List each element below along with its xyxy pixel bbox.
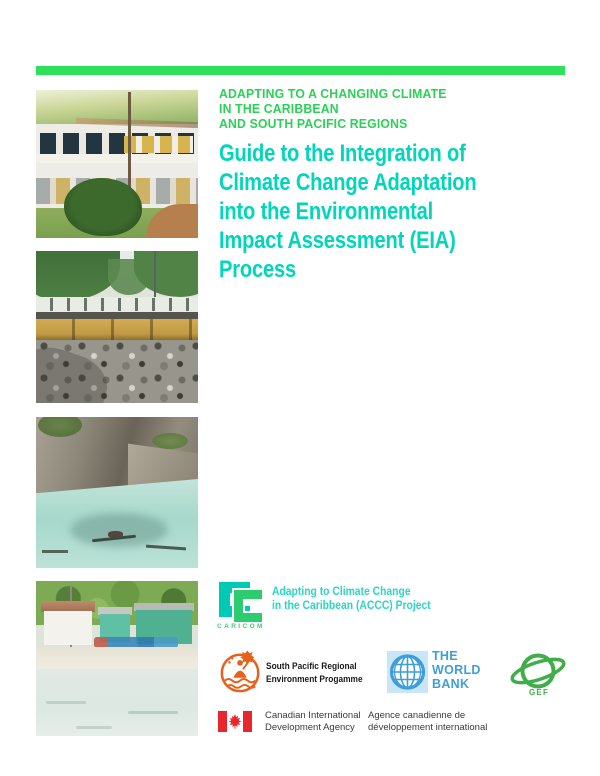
- page-title: [219, 139, 476, 284]
- caricom-logo-icon: [218, 581, 264, 628]
- photo2-railing-posts: [36, 298, 198, 311]
- photo4-water-streak: [46, 701, 86, 704]
- photo2-mountain-right: [134, 251, 198, 297]
- photo3-water-reflection: [70, 513, 168, 547]
- photo3-vegetation-right: [152, 433, 188, 449]
- photo-damaged-school: [36, 90, 198, 238]
- accc-line-2: in the Caribbean (ACCC) Project: [272, 600, 431, 612]
- photo4-beach-sand: [36, 647, 198, 669]
- title-line-1: Guide to the Integration of: [219, 140, 466, 167]
- photo1-lattice-windows: [124, 136, 193, 153]
- title-line-4: Impact Assessment (EIA): [219, 227, 456, 254]
- title-line-5: Process: [219, 256, 297, 283]
- sprep-logo-icon: [218, 647, 264, 702]
- series-kicker: [219, 86, 447, 131]
- cida-en-line-1: Canadian International: [265, 710, 361, 721]
- photo2-girder-ribs: [36, 319, 198, 340]
- photo4-white-house: [44, 611, 92, 645]
- photo3-floating-log: [42, 550, 68, 553]
- sprep-line-1: South Pacific Regional: [266, 661, 357, 672]
- worldbank-line-3: BANK: [432, 677, 470, 691]
- maple-leaf-icon: [227, 713, 243, 730]
- accc-project-name: [272, 585, 431, 613]
- worldbank-line-2: WORLD: [432, 663, 481, 677]
- photo1-balcony-rail: [36, 154, 198, 163]
- canada-flag-icon: [218, 711, 252, 732]
- sprep-name: [266, 660, 363, 686]
- canada-flag-right-bar: [243, 711, 252, 732]
- caricom-wordmark: CARICOM: [217, 623, 265, 630]
- cida-fr-line-2: développement international: [368, 721, 488, 733]
- cida-name-english: [265, 710, 361, 733]
- sprep-line-2: Environment Progamme: [266, 674, 363, 685]
- title-line-2: Climate Change Adaptation: [219, 169, 477, 196]
- top-rule-bar: [36, 66, 565, 75]
- photo2-utility-pole: [154, 251, 156, 301]
- photo-bridge-sediment: [36, 251, 198, 403]
- photo1-bush: [64, 178, 142, 236]
- cida-en-line-2: Development Agency: [265, 721, 355, 733]
- accc-line-1: Adapting to Climate Change: [272, 586, 411, 598]
- kicker-line-2: IN THE CARIBBEAN: [219, 101, 339, 116]
- gef-wordmark: GEF: [529, 688, 550, 697]
- cida-fr-line-1: Agence canadienne de: [368, 710, 466, 721]
- canada-flag-left-bar: [218, 711, 227, 732]
- title-line-3: into the Environmental: [219, 198, 434, 225]
- photo-landslide-lake: [36, 417, 198, 568]
- photo4-water-streak: [128, 711, 178, 714]
- worldbank-wordmark: [432, 649, 481, 691]
- photo-shoreline-village: [36, 581, 198, 736]
- kicker-line-1: ADAPTING TO A CHANGING CLIMATE: [219, 86, 447, 101]
- photo2-bridge-deck: [36, 312, 198, 319]
- photo4-water-streak: [76, 726, 112, 729]
- cida-name-french: [368, 710, 487, 733]
- worldbank-line-1: THE: [432, 649, 458, 663]
- worldbank-globe-icon: [387, 651, 428, 698]
- kicker-line-3: AND SOUTH PACIFIC REGIONS: [219, 116, 408, 131]
